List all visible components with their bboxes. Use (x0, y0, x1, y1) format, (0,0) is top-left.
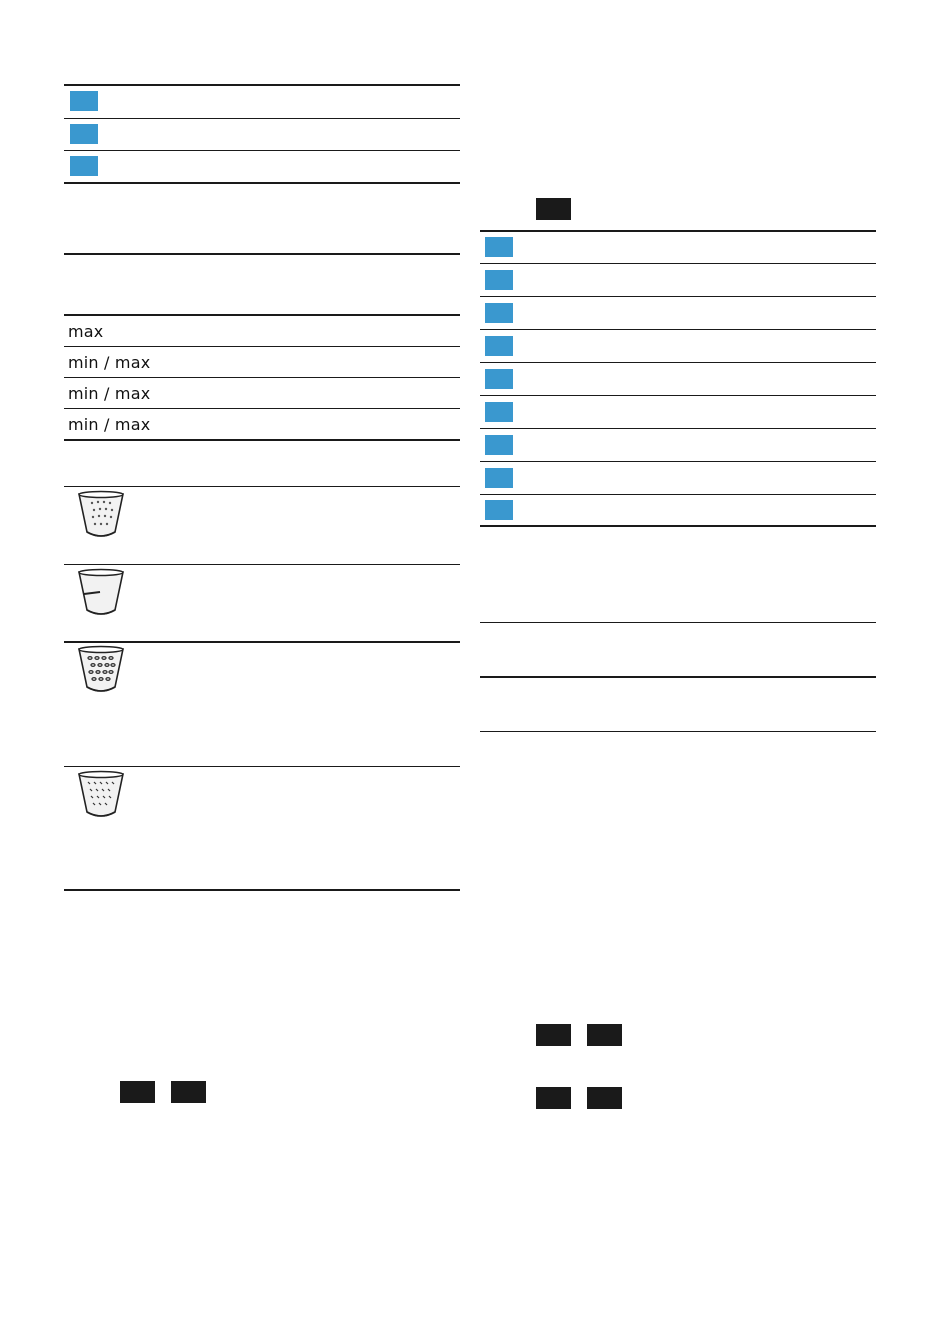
figure-reference-marker (536, 1087, 571, 1109)
figure-reference-marker (120, 1081, 155, 1103)
table-rule (480, 525, 876, 527)
figure-marker (485, 500, 513, 520)
table-rule (64, 408, 460, 409)
figure-marker (485, 336, 513, 356)
figure-marker (485, 303, 513, 323)
figure-reference-marker (587, 1024, 622, 1046)
figure-marker (485, 402, 513, 422)
shredding-drum-icon (70, 770, 132, 826)
table-rule (480, 362, 876, 363)
table-rule (64, 84, 460, 86)
table-rule (64, 150, 460, 151)
table-rule (480, 329, 876, 330)
slicing-drum-icon (70, 568, 132, 624)
figure-marker (70, 156, 98, 176)
speed-setting: min / max (68, 415, 151, 434)
table-rule (480, 296, 876, 297)
figure-marker (485, 369, 513, 389)
table-rule (64, 253, 460, 255)
table-rule (64, 182, 460, 184)
table-rule (480, 230, 876, 232)
table-rule (64, 564, 460, 565)
speed-setting: min / max (68, 353, 151, 372)
table-rule (64, 439, 460, 441)
table-rule (64, 346, 460, 347)
table-rule (64, 314, 460, 316)
figure-marker (485, 435, 513, 455)
table-rule (64, 889, 460, 891)
speed-setting: max (68, 322, 104, 341)
figure-reference-marker (536, 1024, 571, 1046)
table-rule (64, 641, 460, 643)
figure-marker (70, 91, 98, 111)
table-rule (480, 622, 876, 623)
coarse-grater-drum-icon (70, 645, 132, 701)
table-rule (480, 428, 876, 429)
table-rule (480, 395, 876, 396)
table-rule (480, 494, 876, 495)
table-rule (64, 486, 460, 487)
table-rule (480, 461, 876, 462)
table-rule (480, 731, 876, 732)
figure-reference-marker (587, 1087, 622, 1109)
table-rule (480, 263, 876, 264)
figure-marker (485, 237, 513, 257)
table-rule (64, 377, 460, 378)
figure-reference-marker (536, 198, 571, 220)
table-rule (480, 676, 876, 678)
figure-marker (70, 124, 98, 144)
figure-reference-marker (171, 1081, 206, 1103)
table-rule (64, 118, 460, 119)
figure-marker (485, 270, 513, 290)
speed-setting: min / max (68, 384, 151, 403)
fine-grater-drum-icon (70, 490, 132, 546)
figure-marker (485, 468, 513, 488)
table-rule (64, 766, 460, 767)
